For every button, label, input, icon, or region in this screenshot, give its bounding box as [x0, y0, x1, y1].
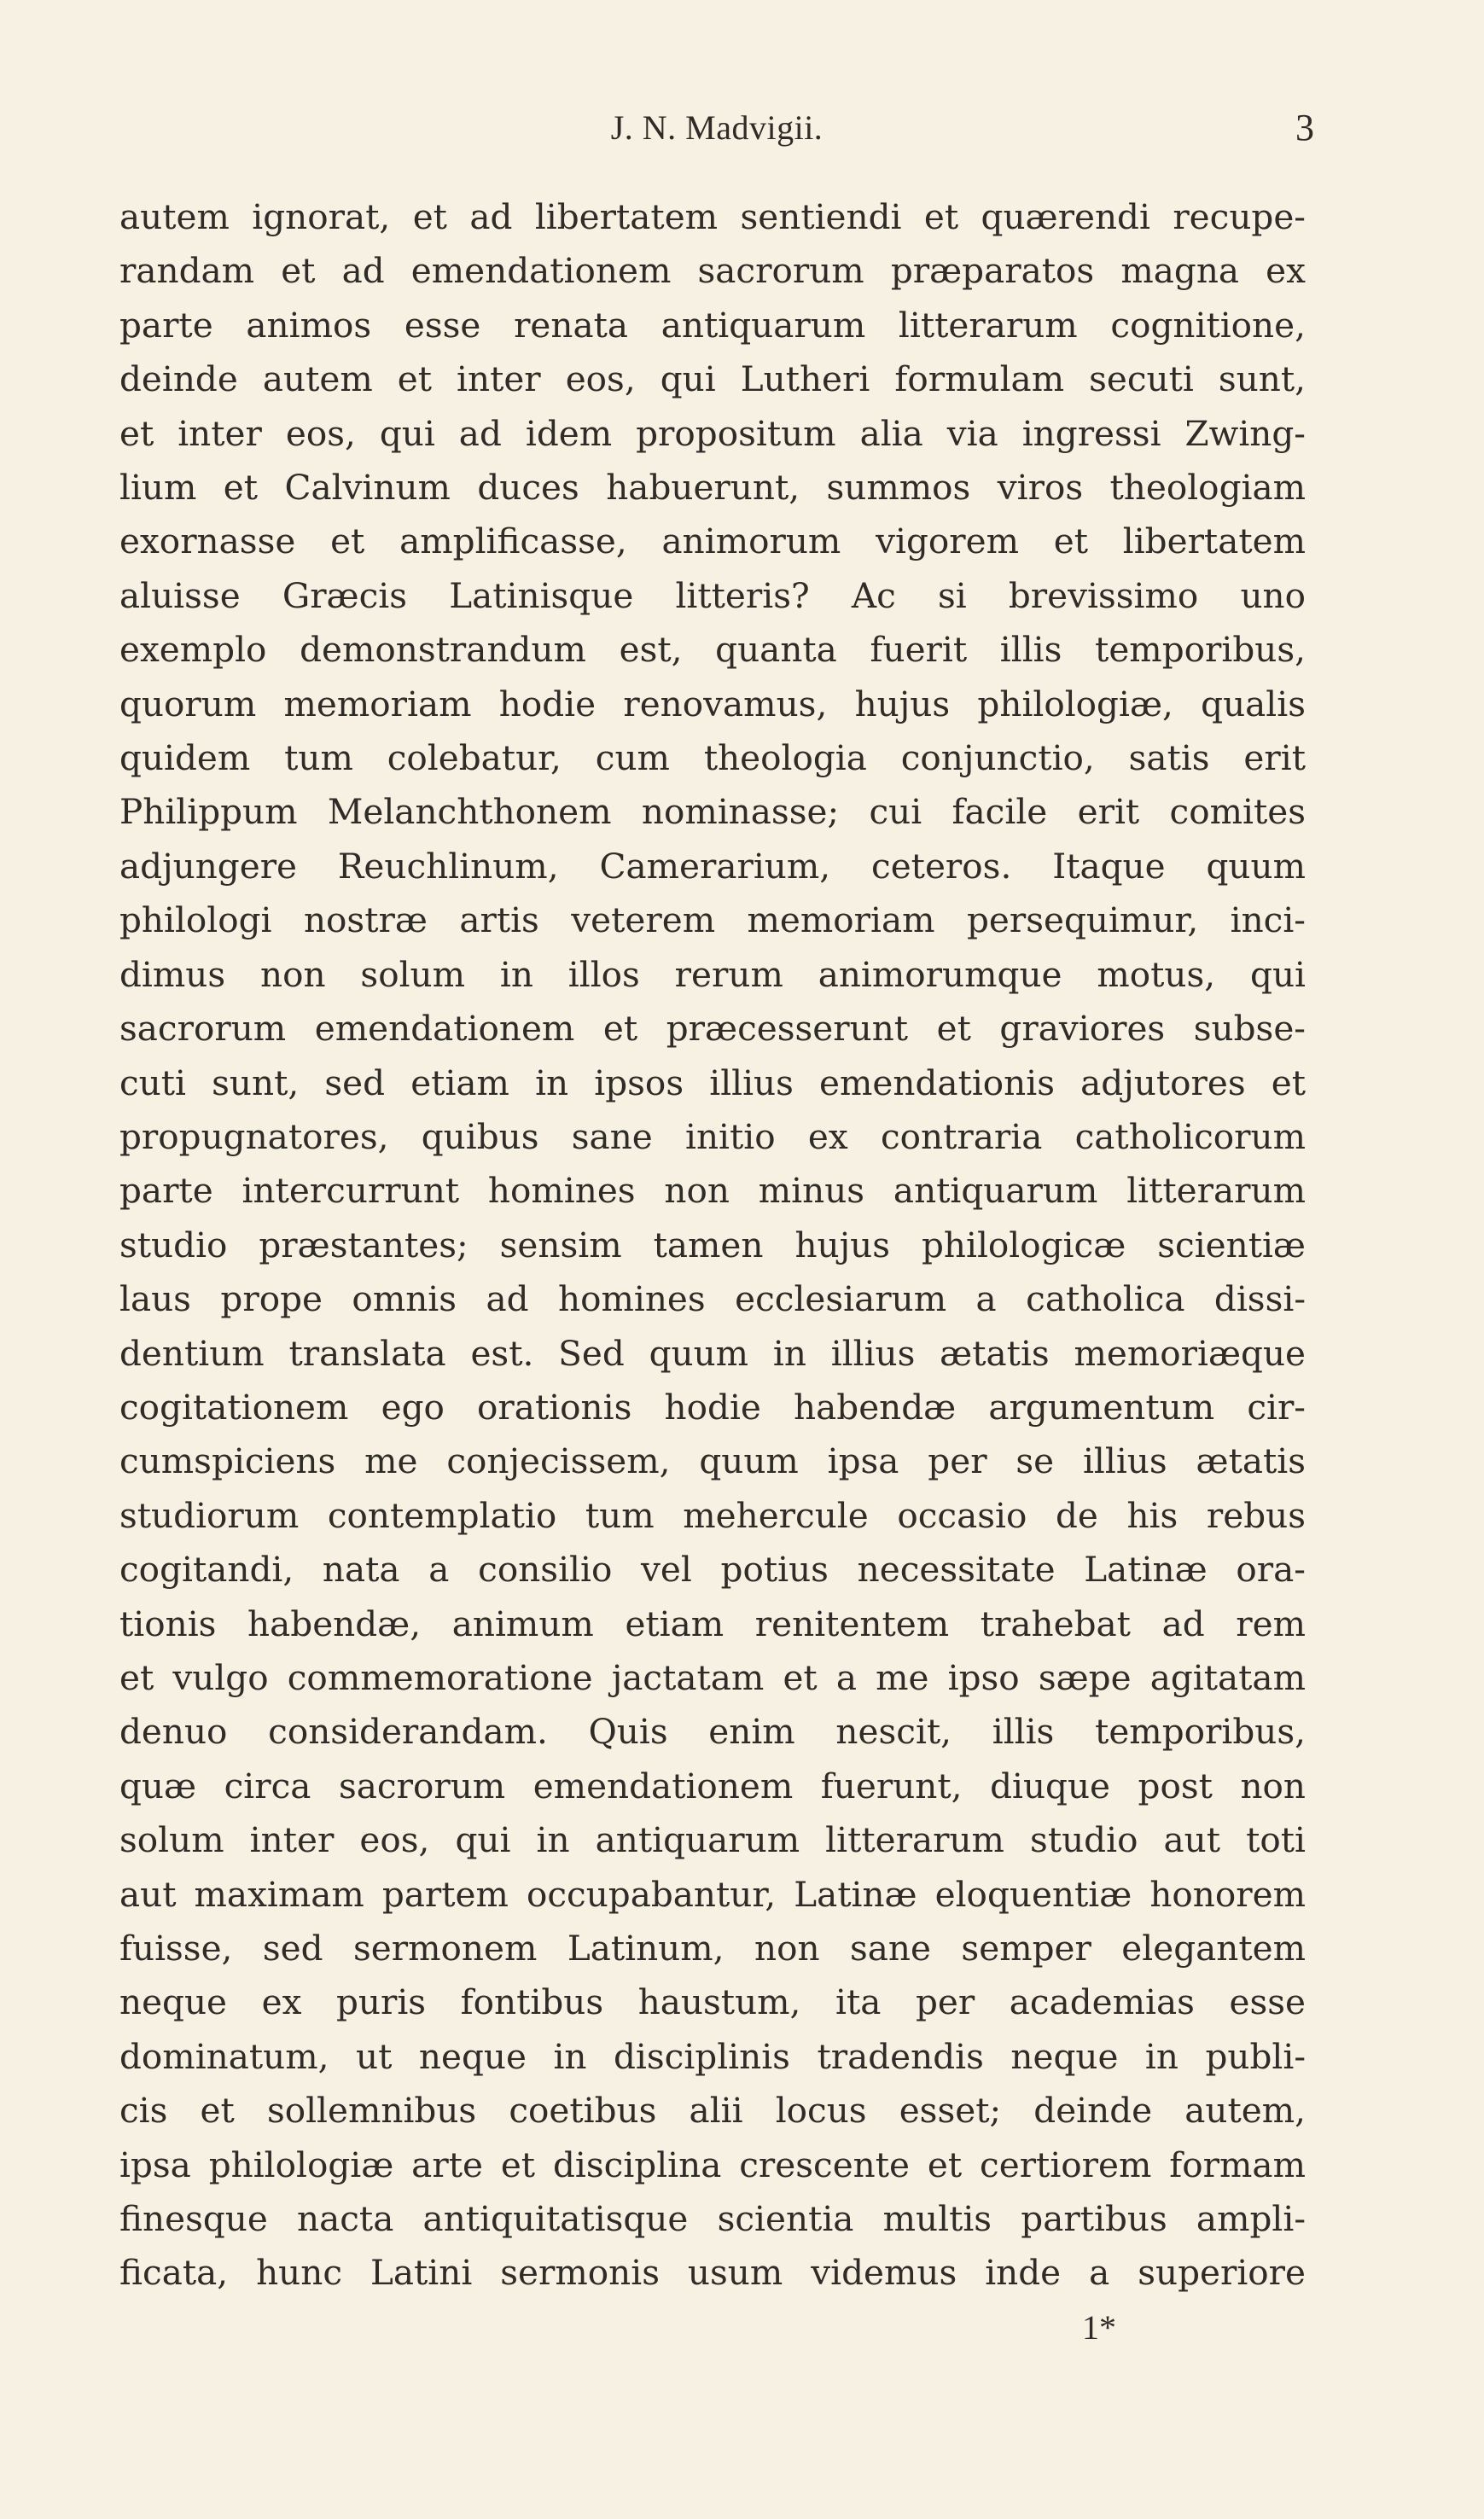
text-line-36: cis et sollemnibus coetibus alii locus esset; deinde autem, — [119, 2090, 1306, 2132]
text-line-20: studio præstantes; sensim tamen hujus philologicæ scientiæ — [119, 1224, 1306, 1265]
text-line-24: cumspiciens me conjecissem, quum ipsa per se illius ætatis — [119, 1440, 1306, 1482]
signature-mark: 1* — [1082, 2308, 1116, 2347]
page-number: 3 — [1295, 107, 1314, 148]
text-line-27: tionis habendæ, animum etiam renitentem trahebat ad rem — [119, 1603, 1306, 1644]
text-line-6: lium et Calvinum duces habuerunt, summos viros theologiam — [119, 467, 1306, 509]
text-line-1: autem ignorat, et ad libertatem sentiendi et quærendi recupe- — [119, 196, 1306, 237]
text-line-12: Philippum Melanchthonem nominasse; cui facile erit comites — [119, 791, 1306, 833]
text-line-17: cuti sunt, sed etiam in ipsos illius emendationis adjutores et — [119, 1062, 1306, 1103]
text-line-23: cogitationem ego orationis hodie habendæ argumentum cir- — [119, 1386, 1306, 1428]
running-header — [119, 104, 1314, 155]
text-line-35: dominatum, ut neque in disciplinis tradendis neque in publi- — [119, 2035, 1306, 2077]
text-line-15: dimus non solum in illos rerum animorumque motus, qui — [119, 953, 1306, 995]
text-line-34: neque ex puris fontibus haustum, ita per academias esse — [119, 1981, 1306, 2023]
text-line-19: parte intercurrunt homines non minus antiquarum litterarum — [119, 1170, 1306, 1212]
body-text — [119, 190, 1306, 2301]
text-line-26: cogitandi, nata a consilio vel potius necessitate Latinæ ora- — [119, 1549, 1306, 1591]
text-line-29: denuo considerandam. Quis enim nescit, illis temporibus, — [119, 1711, 1306, 1753]
text-line-22: dentium translata est. Sed quum in illius ætatis memoriæque — [119, 1332, 1306, 1374]
text-line-25: studiorum contemplatio tum mehercule occasio de his rebus — [119, 1494, 1306, 1536]
text-line-4: deinde autem et inter eos, qui Lutheri formulam secuti sunt, — [119, 358, 1306, 400]
text-line-5: et inter eos, qui ad idem propositum alia via ingressi Zwing- — [119, 412, 1306, 454]
text-line-28: et vulgo commemoratione jactatam et a me ipso sæpe agitatam — [119, 1656, 1306, 1698]
text-line-38: finesque nacta antiquitatisque scientia multis partibus ampli- — [119, 2198, 1306, 2240]
text-line-8: aluisse Græcis Latinisque litteris? Ac si brevissimo uno — [119, 574, 1306, 616]
text-line-14: philologi nostræ artis veterem memoriam persequimur, inci- — [119, 899, 1306, 941]
text-line-16: sacrorum emendationem et præcesserunt et graviores subse- — [119, 1008, 1306, 1050]
text-line-11: quidem tum colebatur, cum theologia conjunctio, satis erit — [119, 737, 1306, 779]
text-line-30: quæ circa sacrorum emendationem fuerunt, diuque post non — [119, 1765, 1306, 1806]
text-line-39: ficata, hunc Latini sermonis usum videmus inde a superiore — [119, 2252, 1306, 2294]
text-line-33: fuisse, sed sermonem Latinum, non sane semper elegantem — [119, 1928, 1306, 1969]
text-line-37: ipsa philologiæ arte et disciplina crescente et certiorem formam — [119, 2144, 1306, 2185]
text-line-10: quorum memoriam hodie renovamus, hujus philologiæ, qualis — [119, 683, 1306, 724]
text-line-3: parte animos esse renata antiquarum litterarum cognitione, — [119, 304, 1306, 346]
text-line-9: exemplo demonstrandum est, quanta fuerit illis temporibus, — [119, 629, 1306, 671]
text-line-31: solum inter eos, qui in antiquarum litterarum studio aut toti — [119, 1819, 1306, 1861]
text-line-21: laus prope omnis ad homines ecclesiarum a catholica dissi- — [119, 1278, 1306, 1320]
text-line-32: aut maximam partem occupabantur, Latinæ eloquentiæ honorem — [119, 1873, 1306, 1915]
text-line-18: propugnatores, quibus sane initio ex contraria catholicorum — [119, 1115, 1306, 1157]
text-line-2: randam et ad emendationem sacrorum præparatos magna ex — [119, 250, 1306, 292]
text-line-13: adjungere Reuchlinum, Camerarium, ceteros. Itaque quum — [119, 845, 1306, 887]
header-title: J. N. Madvigii. — [610, 108, 823, 147]
text-line-7: exornasse et amplificasse, animorum vigorem et libertatem — [119, 521, 1306, 562]
